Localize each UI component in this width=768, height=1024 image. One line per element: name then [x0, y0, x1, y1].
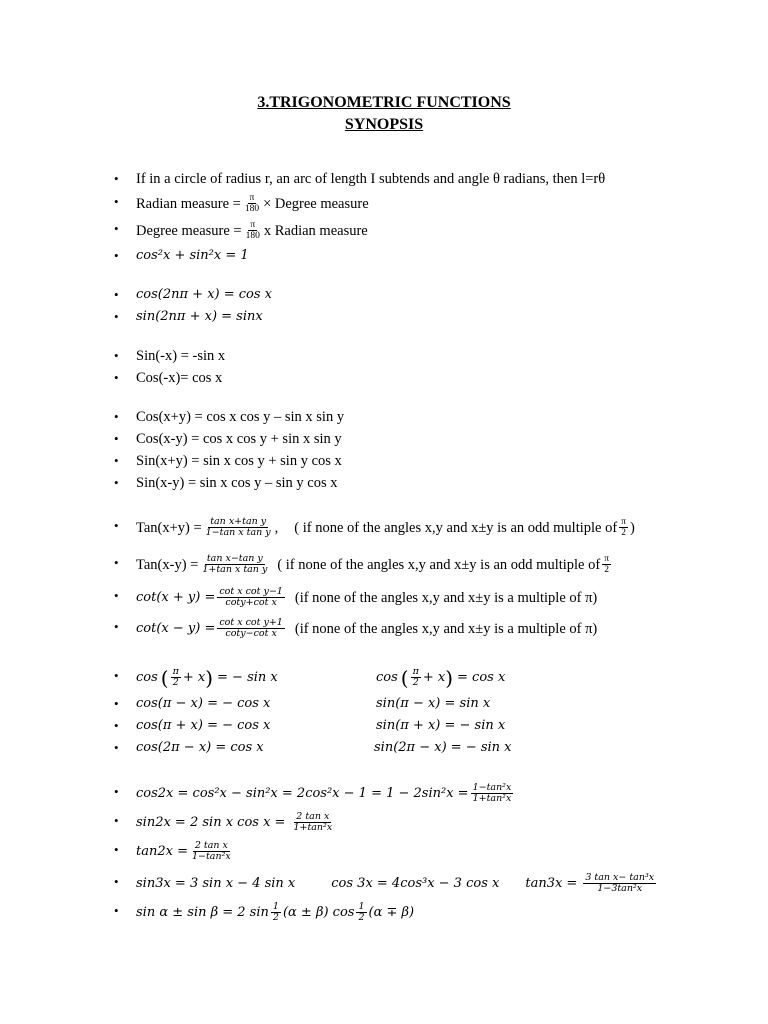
sin-periodicity: sin(2nπ + x) = sinx: [136, 309, 263, 324]
numerator: 2 tan x: [296, 811, 330, 822]
denominator: 1+tan x tan y: [202, 564, 268, 575]
bullet: •: [114, 475, 119, 490]
cos-sum: Cos(x+y) = cos x cos y – sin x sin y: [136, 409, 345, 425]
text: = − sin x: [217, 669, 278, 685]
denominator: coty−cot x: [225, 628, 277, 639]
bullet: •: [114, 518, 119, 533]
numerator: π: [250, 220, 256, 230]
cos3x-formula: cos 3x = 4cos³x − 3 cos x: [331, 875, 500, 891]
bullet: •: [114, 588, 119, 603]
text: + x: [182, 669, 206, 685]
bullet: •: [114, 696, 119, 711]
numerator: cot x cot y−1: [219, 586, 283, 597]
bullet: •: [114, 903, 119, 918]
fraction: [411, 667, 421, 688]
fraction: [217, 587, 285, 608]
bullet: •: [114, 370, 119, 385]
arc-length-formula: If in a circle of radius r, an arc of length I subtends and angle θ radians, then l=rθ: [136, 171, 606, 187]
denominator: 2: [412, 677, 419, 688]
bullet: •: [114, 309, 119, 324]
denominator: 180: [245, 231, 260, 241]
sin-pi-plus-x: sin(π + x) = − sin x: [376, 718, 506, 733]
denominator: 2: [358, 912, 365, 923]
cot-sum: [136, 587, 597, 608]
cos-periodicity: cos(2nπ + x) = cos x: [136, 287, 272, 302]
text: (α ∓ β): [368, 904, 415, 920]
bullet: •: [114, 740, 119, 755]
bullet: •: [114, 813, 119, 828]
text: cos: [136, 669, 158, 685]
text: Tan(x+y) =: [136, 519, 202, 536]
bullet: •: [114, 221, 119, 236]
text: Tan(x-y) =: [136, 556, 199, 573]
bullet: •: [114, 784, 119, 799]
numerator: cot x cot y+1: [219, 617, 283, 628]
fraction: [471, 783, 514, 804]
cos-2pi-minus-x: cos(2π − x) = cos x: [136, 740, 264, 755]
cos-difference: Cos(x-y) = cos x cos y + sin x sin y: [136, 431, 342, 447]
text: x Radian measure: [263, 222, 368, 239]
denominator: 1+tan²x: [293, 822, 333, 833]
denominator: 1+tan²x: [472, 793, 512, 804]
bullet: •: [114, 348, 119, 363]
numerator: π: [621, 517, 626, 527]
numerator: π: [172, 666, 179, 677]
fraction: [583, 873, 656, 894]
fraction: [356, 902, 366, 923]
close-paren: ): [445, 665, 454, 690]
denominator: 2: [621, 528, 626, 538]
bullet: •: [114, 248, 119, 263]
triple-angle-formulas: [136, 873, 658, 894]
fraction: [171, 667, 181, 688]
fraction: [602, 554, 611, 575]
fraction: [190, 841, 233, 862]
numerator: π: [604, 554, 609, 564]
text: cos2x = cos²x − sin²x = 2cos²x − 1 = 1 − 2sin²x =: [136, 785, 469, 801]
denominator: 2: [604, 565, 609, 575]
denominator: 1−tan²x: [191, 851, 231, 862]
text: × Degree measure: [263, 195, 369, 212]
cos-pi-minus-x: cos(π − x) = − cos x: [136, 696, 271, 711]
numerator: tan x+tan y: [210, 516, 267, 527]
cot-difference: [136, 618, 597, 639]
fraction: [291, 812, 334, 833]
condition: ( if none of the angles x,y and x±y is an odd multiple of: [277, 556, 601, 573]
bullet: •: [114, 453, 119, 468]
numerator: 3 tan x− tan³x: [585, 872, 655, 883]
bullet: •: [114, 874, 119, 889]
numerator: π: [412, 666, 419, 677]
numerator: tan x−tan y: [206, 553, 263, 564]
open-paren: (: [400, 665, 409, 690]
denominator: 180: [244, 204, 260, 214]
condition: (if none of the angles x,y and x±y is a multiple of π): [294, 589, 598, 606]
cos2x-formula: [136, 783, 515, 804]
text: sin α ± sin β = 2 sin: [136, 904, 269, 920]
text: tan2x =: [136, 843, 188, 859]
fraction: [204, 517, 273, 538]
text: cot(x + y) =: [136, 589, 216, 605]
fraction: [244, 220, 262, 241]
fraction: [217, 618, 285, 639]
cos-negative: Cos(-x)= cos x: [136, 370, 223, 386]
cos-pi-plus-x: cos(π + x) = − cos x: [136, 718, 271, 733]
numerator: 1−tan²x: [472, 782, 512, 793]
text: + x: [422, 669, 446, 685]
numerator: 1: [272, 901, 279, 912]
denominator: 1−tan x tan y: [205, 527, 271, 538]
radian-measure-formula: [136, 193, 369, 214]
sum-of-sines-formula: [136, 902, 414, 923]
numerator: π: [249, 193, 255, 203]
text: cot(x − y) =: [136, 620, 216, 636]
sin2x-formula: [136, 812, 336, 833]
sin-negative: Sin(-x) = -sin x: [136, 348, 226, 364]
sin-pi-minus-x: sin(π − x) = sin x: [376, 696, 491, 711]
text: sin2x = 2 sin x cos x =: [136, 814, 286, 830]
open-paren: (: [160, 665, 169, 690]
text: ,: [274, 519, 279, 536]
page-subtitle: SYNOPSIS: [344, 116, 424, 133]
fraction: [200, 554, 269, 575]
condition: ( if none of the angles x,y and x±y is an odd multiple of: [294, 519, 618, 536]
bullet: •: [114, 194, 119, 209]
sin-sum: Sin(x+y) = sin x cos y + sin y cos x: [136, 453, 342, 469]
text: ): [629, 519, 635, 536]
bullet: •: [114, 619, 119, 634]
bullet: •: [114, 842, 119, 857]
text: = cos x: [457, 669, 506, 685]
denominator: 1−3tan²x: [597, 883, 643, 894]
cos-pi-half-plus-x: [136, 667, 278, 688]
bullet: •: [114, 431, 119, 446]
condition: (if none of the angles x,y and x±y is a multiple of π): [294, 620, 598, 637]
close-paren: ): [205, 665, 214, 690]
bullet: •: [114, 668, 119, 683]
sin-difference: Sin(x-y) = sin x cos y – sin y cos x: [136, 475, 338, 491]
tan3x-label: tan3x =: [525, 875, 578, 891]
bullet: •: [114, 409, 119, 424]
bullet: •: [114, 555, 119, 570]
pythagorean-identity: cos²x + sin²x = 1: [136, 248, 249, 263]
text: cos: [376, 669, 398, 685]
bullet: •: [114, 718, 119, 733]
fraction: [271, 902, 281, 923]
page-title: 3.TRIGONOMETRIC FUNCTIONS: [257, 94, 511, 111]
text: Radian measure =: [136, 195, 241, 212]
sin-pi-half-plus-x: [376, 667, 505, 688]
denominator: 2: [272, 912, 279, 923]
bullet: •: [114, 287, 119, 302]
fraction: [619, 517, 628, 538]
numerator: 2 tan x: [194, 840, 228, 851]
sin-2pi-minus-x: sin(2π − x) = − sin x: [374, 740, 512, 755]
denominator: 2: [172, 677, 179, 688]
text: (α ± β) cos: [282, 904, 355, 920]
tan-difference: [136, 554, 613, 575]
tan-sum: [136, 517, 635, 538]
degree-measure-formula: [136, 220, 368, 241]
tan2x-formula: [136, 841, 235, 862]
denominator: coty+cot x: [225, 597, 277, 608]
sin3x-formula: sin3x = 3 sin x − 4 sin x: [136, 875, 296, 891]
fraction: [243, 193, 261, 214]
text: Degree measure =: [136, 222, 242, 239]
numerator: 1: [358, 901, 365, 912]
bullet: •: [114, 171, 119, 186]
